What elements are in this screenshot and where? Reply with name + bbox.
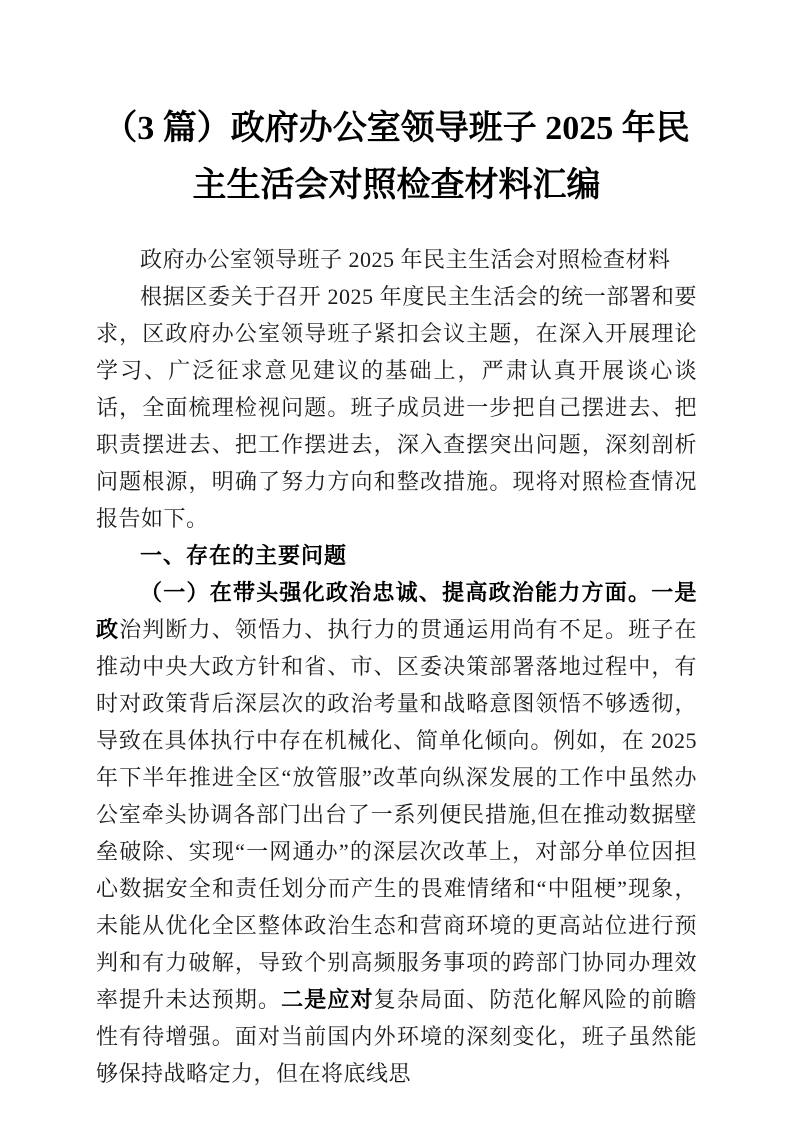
document-title: （3 篇）政府办公室领导班子 2025 年民主生活会对照检查材料汇编 xyxy=(103,110,690,204)
text-run: 政府办公室领导班子 2025 年民主生活会对照检查材料 xyxy=(140,247,671,272)
problem-paragraph-1 xyxy=(96,574,697,1092)
subtitle-paragraph xyxy=(96,241,697,278)
text-run: 根据区委关于召开 2025 年度民主生活会的统一部署和要求，区政府办公室领导班子紧扣会议主题，在深入开展理论学习、广泛征求意见建议的基础上，严肃认真开展谈心谈话，全面梳理检视问题。班子成员进一步把自己摆进去、把职责摆进去、把工作摆进去，深入查摆突出问题，深刻剖析问题根源，明确了努力方向和整改措施。现将对照检查情况报告如下。 xyxy=(96,284,697,531)
text-run: 治判断力、领悟力、执行力的贯通运用尚有不足。班子在推动中央大政方针和省、市、区委决策部署落地过程中，有时对政策背后深层次的政治考量和战略意图领悟不够透彻，导致在具体执行中存在机械化、简单化倾向。例如，在 2025 年下半年推进全区“放管服”改革向纵深发展的工作中虽然办公室牵头协调各部门出台了一系列便民措施,但在推动数据壁垒破除、实现“一网通办”的深层次改革上，对部分单位因担心数据安全和责任划分而产生的畏难情绪和“中阻梗”现象，未能从优化全区整体政治生态和营商环境的更高站位进行预判和有力破解，导致个别高频服务事项的跨部门协同办理效率提升未达预期。 xyxy=(96,617,697,1012)
text-run: 一、存在的主要问题 xyxy=(140,543,348,568)
text-run: 二是应对 xyxy=(281,987,374,1012)
text-run: （一）在带头强化政治忠诚、提高政治能力方面。一是政 xyxy=(96,580,697,642)
intro-paragraph xyxy=(96,278,697,537)
text-run: 复杂局面、防范化解风险的前瞻性有待增强。面对当前国内外环境的深刻变化，班子虽然能够保持战略定力，但在将底线思 xyxy=(96,987,697,1086)
document-body xyxy=(96,241,697,1092)
section-heading-main-problems xyxy=(96,537,697,574)
